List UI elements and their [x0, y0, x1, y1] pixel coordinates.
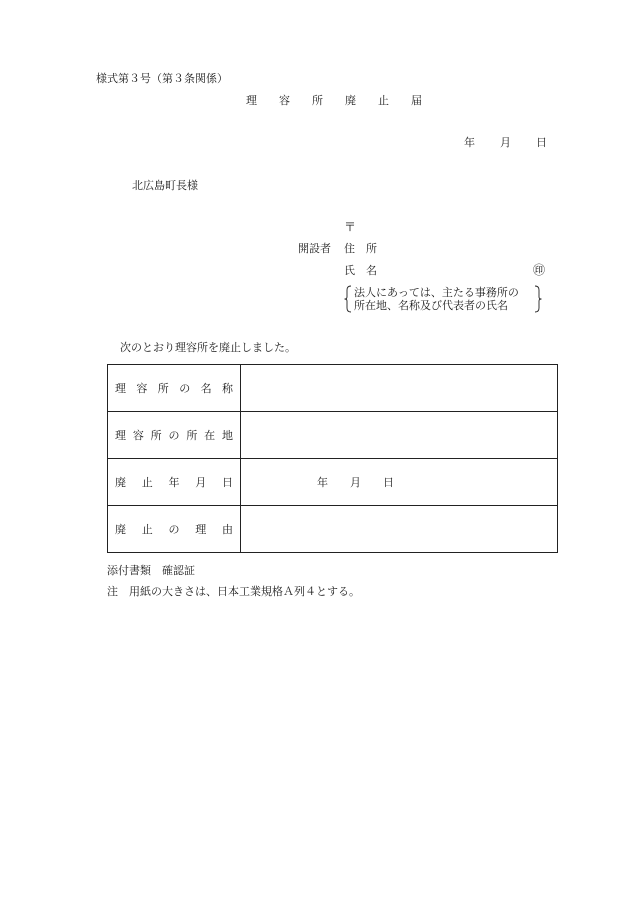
form-number: 様式第３号（第３条関係）: [96, 72, 228, 85]
table-row: [108, 365, 558, 412]
paper-size-note: 注 用紙の大きさは、日本工業規格Ａ列４とする。: [107, 585, 360, 598]
row-value-name[interactable]: [241, 365, 558, 412]
date-year: 年: [464, 136, 475, 149]
row-label-closure-date: 廃止年月日: [108, 459, 241, 506]
postal-mark: 〒: [344, 220, 357, 234]
statement: 次のとおり理容所を廃止しました。: [120, 341, 296, 354]
date-month: 月: [500, 136, 511, 149]
name-label: 氏 名: [344, 264, 377, 277]
row-value-location[interactable]: [241, 412, 558, 459]
table-row: [108, 412, 558, 459]
corporate-note-line1: 法人にあっては、主たる事務所の: [354, 286, 519, 299]
row-value-closure-date[interactable]: 年 月 日: [241, 459, 558, 506]
address-label: 住 所: [344, 242, 377, 255]
row-label-location: 理容所の所在地: [108, 412, 241, 459]
row-label-reason: 廃止の理由: [108, 506, 241, 553]
attachments-note: 添付書類 確認証: [107, 564, 195, 577]
seal-mark: ㊞: [533, 263, 546, 277]
addressee: 北広島町長様: [132, 179, 198, 192]
corporate-note-line2: 所在地、名称及び代表者の氏名: [354, 299, 508, 312]
row-label-name: 理容所の名称: [108, 365, 241, 412]
page-title: 理 容 所 廃 止 届: [246, 94, 422, 107]
table-row: [108, 459, 558, 506]
date-day: 日: [536, 136, 547, 149]
details-table: [107, 364, 558, 553]
applicant-role: 開設者: [298, 242, 331, 255]
row-value-reason[interactable]: [241, 506, 558, 553]
table-row: [108, 506, 558, 553]
